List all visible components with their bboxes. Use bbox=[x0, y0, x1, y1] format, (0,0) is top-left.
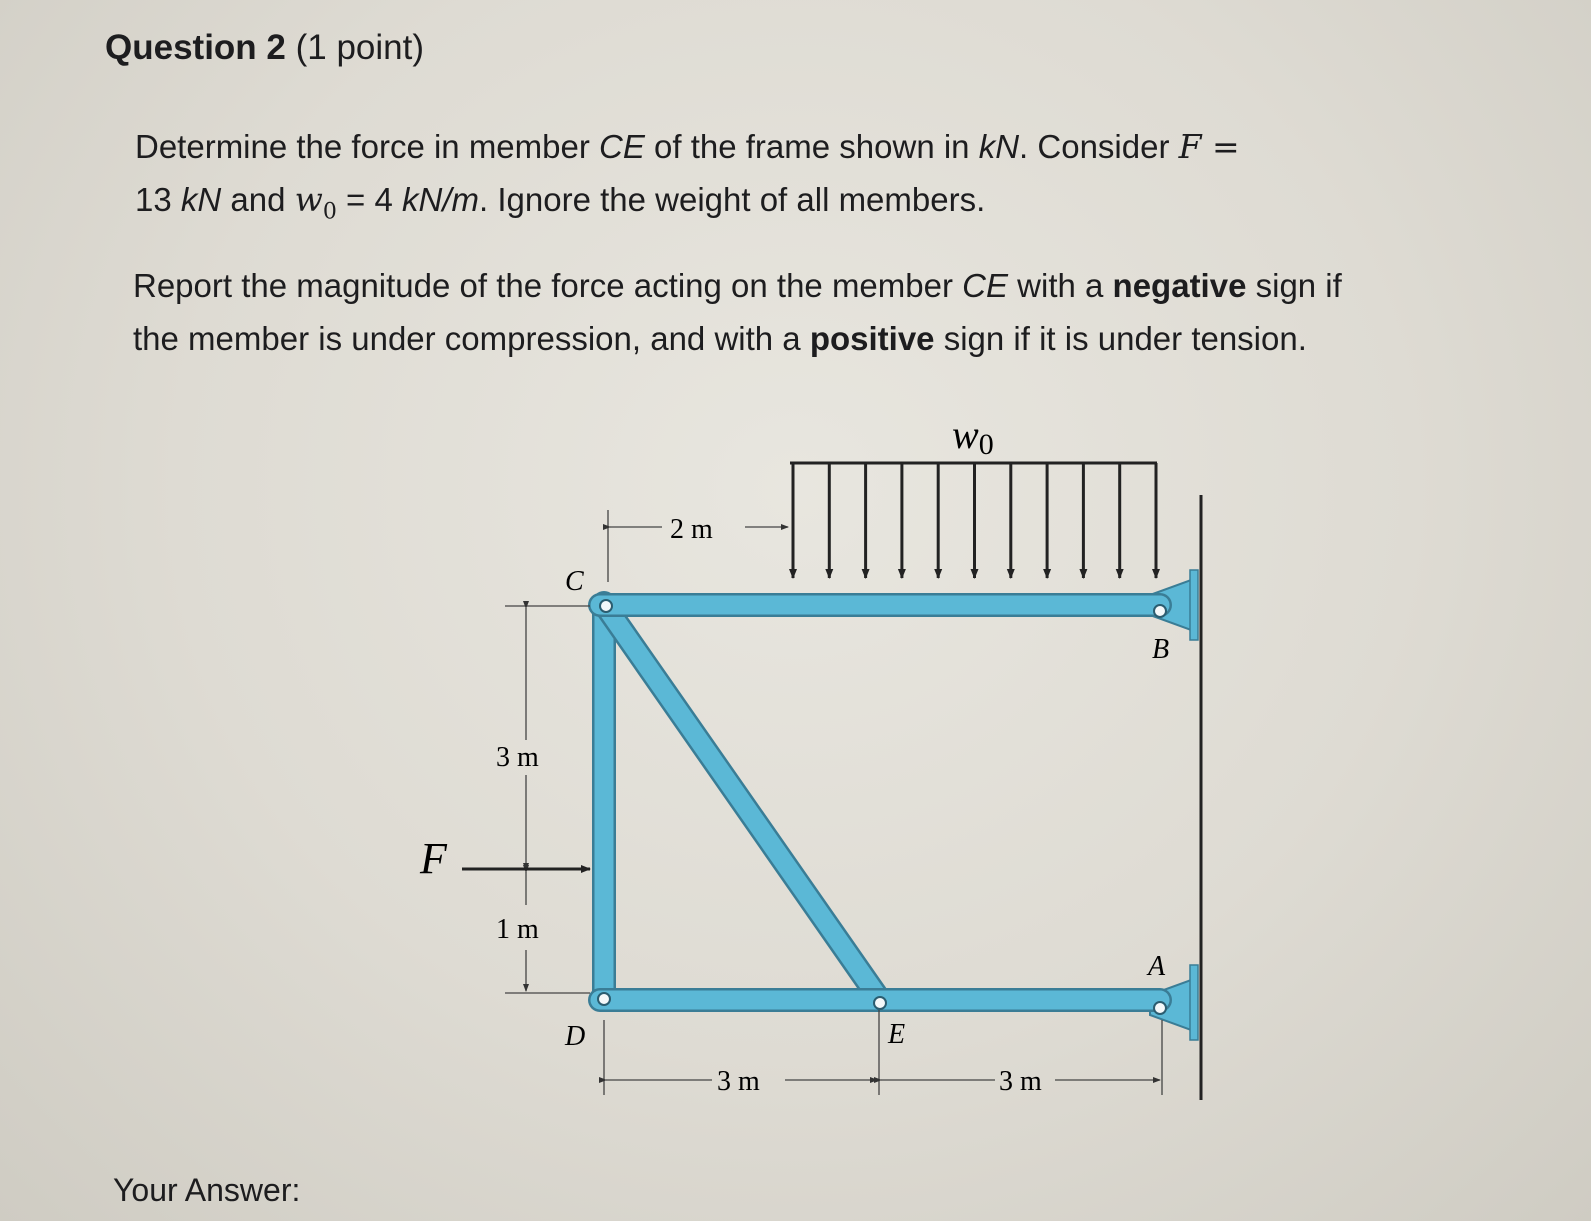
force-value: 13 bbox=[135, 181, 181, 218]
question-points: (1 point) bbox=[295, 28, 425, 67]
pin-e bbox=[874, 997, 886, 1009]
distributed-load bbox=[790, 463, 1157, 578]
dim-top-label: 2 m bbox=[670, 514, 713, 545]
instruction-part: the member is under compression, and with a bbox=[133, 320, 810, 357]
pin-d bbox=[598, 993, 610, 1005]
unit-kn: kN bbox=[180, 181, 222, 218]
pin-a bbox=[1154, 1002, 1166, 1014]
equals-sign: = bbox=[1201, 127, 1240, 166]
dim-left-upper-label: 3 m bbox=[496, 742, 539, 773]
instruction-part: sign if bbox=[1246, 267, 1342, 304]
force-symbol: F bbox=[1178, 127, 1202, 166]
question-number: Question 2 bbox=[105, 28, 286, 67]
node-e-label: E bbox=[888, 1019, 906, 1050]
force-label: F bbox=[420, 834, 447, 883]
unit-knm: kN/m bbox=[402, 181, 480, 218]
problem-text: and bbox=[221, 181, 295, 218]
node-a-label: A bbox=[1148, 951, 1166, 982]
dim-bottom-left-label: 3 m bbox=[717, 1066, 760, 1097]
positive-keyword: positive bbox=[809, 320, 935, 357]
load-subscript: 0 bbox=[322, 199, 337, 225]
load-symbol: w bbox=[294, 180, 323, 219]
problem-text: . Consider bbox=[1019, 128, 1179, 165]
negative-keyword: negative bbox=[1112, 267, 1247, 304]
your-answer-label: Your Answer: bbox=[113, 1172, 301, 1208]
dim-left-lower-label: 1 m bbox=[496, 914, 539, 945]
load-label: w0 bbox=[952, 412, 994, 461]
node-d-label: D bbox=[565, 1021, 586, 1052]
member-ce bbox=[606, 607, 880, 1000]
problem-text: of the frame shown in bbox=[644, 128, 979, 165]
instruction-part: sign if it is under tension. bbox=[934, 320, 1307, 357]
pin-c bbox=[600, 600, 612, 612]
member-ce-ref: CE bbox=[962, 267, 1008, 304]
instruction-part: Report the magnitude of the force acting on the member bbox=[133, 267, 963, 304]
dim-bottom-right-label: 3 m bbox=[999, 1066, 1042, 1097]
instruction-part: with a bbox=[1008, 267, 1113, 304]
pin-b bbox=[1154, 605, 1166, 617]
load-value: = 4 bbox=[336, 181, 403, 218]
node-b-label: B bbox=[1152, 634, 1170, 665]
problem-text: . Ignore the weight of all members. bbox=[479, 181, 986, 218]
problem-text: Determine the force in member bbox=[135, 128, 600, 165]
node-c-label: C bbox=[565, 566, 584, 597]
unit-kn: kN bbox=[978, 128, 1020, 165]
member-ce-ref: CE bbox=[599, 128, 645, 165]
